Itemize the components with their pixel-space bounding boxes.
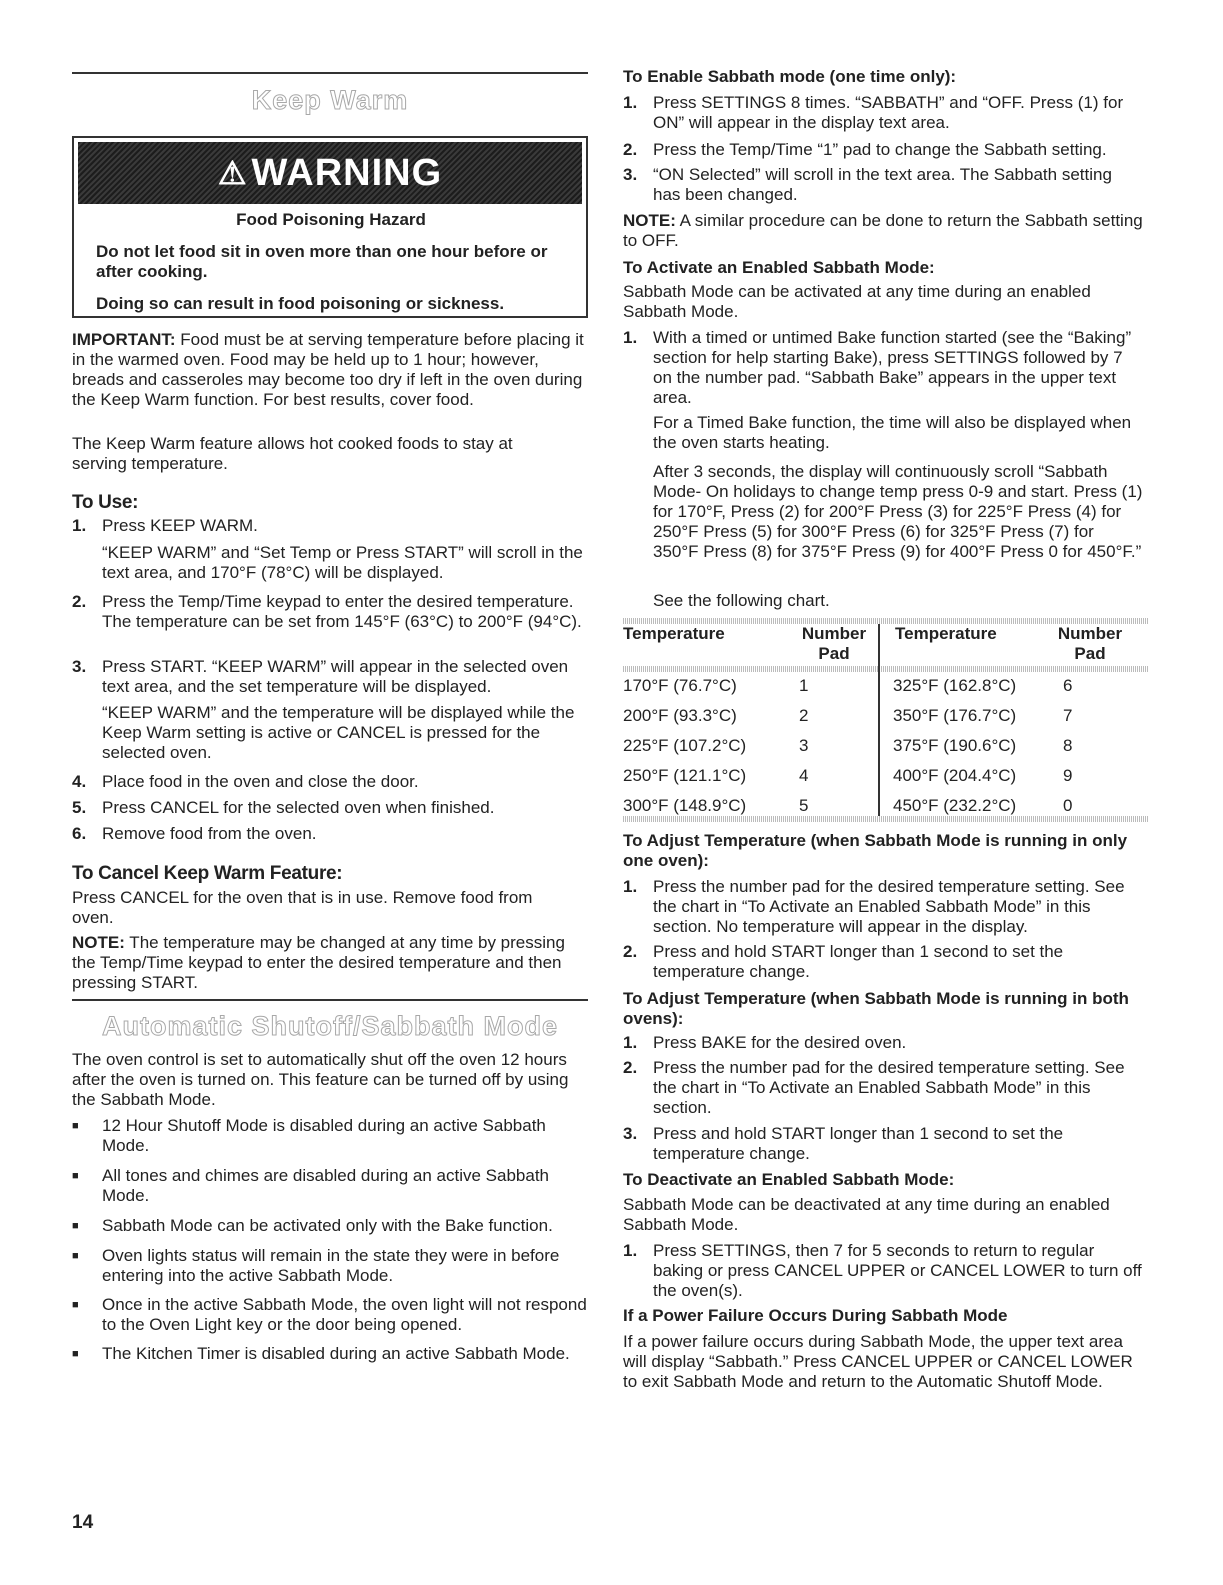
note-label: NOTE:: [72, 933, 125, 952]
step-number: 5.: [72, 798, 87, 817]
step-text: Press the number pad for the desired temperature setting. See the chart in “To Activate an Enabled Sabbath Mode” in this section.: [653, 1058, 1125, 1117]
table-cell: 6: [1063, 676, 1073, 695]
table-cell: 225°F (107.2°C): [623, 736, 747, 755]
bullet-icon: ■: [72, 1299, 79, 1311]
power-failure-heading: If a Power Failure Occurs During Sabbath Mode: [623, 1306, 1008, 1325]
section-rule: [72, 72, 588, 74]
step-text: “KEEP WARM” and “Set Temp or Press START” will scroll in the text area, and 170°F (78°C) will be displayed.: [102, 543, 583, 582]
bullet-text: Once in the active Sabbath Mode, the oven light will not respond to the Oven Light key or the door being opened.: [102, 1295, 587, 1334]
step-text: Remove food from the oven.: [102, 824, 317, 843]
table-cell: 300°F (148.9°C): [623, 796, 747, 815]
table-cell: 7: [1063, 706, 1073, 725]
adjust-one-heading: To Adjust Temperature (when Sabbath Mode is running in only one oven):: [623, 831, 1128, 870]
table-cell: 200°F (93.3°C): [623, 706, 737, 725]
note-paragraph: [623, 211, 1143, 251]
step-text: Press SETTINGS 8 times. “SABBATH” and “OFF. Press (1) for ON” will appear in the display text area.: [653, 93, 1124, 132]
important-paragraph: [72, 330, 588, 410]
warning-body: [74, 208, 586, 338]
step-text: Press the Temp/Time keypad to enter the desired temperature. The temperature can be set from 145°F (63°C) to 200°F (94°C).: [102, 592, 582, 631]
keep-warm-title: Keep Warm: [251, 85, 409, 115]
table-cell: 375°F (190.6°C): [893, 736, 1017, 755]
table-cell: 170°F (76.7°C): [623, 676, 737, 695]
deactivate-paragraph: Sabbath Mode can be deactivated at any time during an enabled Sabbath Mode.: [623, 1195, 1110, 1234]
warning-hazard: Food Poisoning Hazard: [236, 210, 426, 229]
step-text: Press START. “KEEP WARM” will appear in the selected oven text area, and the set temperature will be displayed.: [102, 657, 569, 696]
step-text: Place food in the oven and close the door.: [102, 772, 419, 791]
step-text: Press the Temp/Time “1” pad to change the Sabbath setting.: [653, 140, 1107, 159]
to-use-heading: To Use:: [72, 492, 139, 513]
table-header-number-pad: Number Pad: [801, 624, 867, 663]
warning-box: [72, 136, 588, 318]
timed-bake-paragraph: For a Timed Bake function, the time will also be displayed when the oven starts heating.: [653, 413, 1132, 452]
step-number: 1.: [623, 1033, 638, 1052]
warning-line-1: Do not let food sit in oven more than one hour before or after cooking.: [96, 242, 548, 281]
step-text: Press BAKE for the desired oven.: [653, 1033, 907, 1052]
step-text: “KEEP WARM” and the temperature will be displayed while the Keep Warm setting is active or CANCEL is pressed for the selected oven.: [102, 703, 575, 762]
table-cell: 3: [799, 736, 809, 755]
table-row: [623, 676, 1149, 706]
bullet-icon: ■: [72, 1120, 79, 1132]
step-number: 1.: [623, 1241, 638, 1260]
note-paragraph: [72, 933, 588, 993]
deactivate-heading: To Deactivate an Enabled Sabbath Mode:: [623, 1170, 955, 1189]
bullet-icon: ■: [72, 1170, 79, 1182]
table-cell: 9: [1063, 766, 1073, 785]
warning-banner-label: WARNING: [251, 152, 443, 194]
step-text: Press and hold START longer than 1 second to set the temperature change.: [653, 1124, 1064, 1163]
activate-paragraph: Sabbath Mode can be activated at any time during an enabled Sabbath Mode.: [623, 282, 1091, 321]
step-number: 2.: [623, 942, 638, 961]
cancel-heading: To Cancel Keep Warm Feature:: [72, 863, 343, 884]
bullet-icon: ■: [72, 1348, 79, 1360]
table-header-band: [623, 666, 1149, 672]
table-row: [623, 766, 1149, 796]
activate-heading: To Activate an Enabled Sabbath Mode:: [623, 258, 935, 277]
bullet-text: Oven lights status will remain in the state they were in before entering into the active Sabbath Mode.: [102, 1246, 560, 1285]
auto-shutoff-title: Automatic Shutoff/Sabbath Mode: [102, 1011, 558, 1041]
table-cell: 325°F (162.8°C): [893, 676, 1017, 695]
bullet-icon: ■: [72, 1220, 79, 1232]
step-text: Press SETTINGS, then 7 for 5 seconds to return to regular baking or press CANCEL UPPER or CANCEL LOWER to turn off the oven(s).: [653, 1241, 1142, 1300]
step-number: 6.: [72, 824, 87, 843]
bullet-text: All tones and chimes are disabled during an active Sabbath Mode.: [102, 1166, 550, 1205]
table-cell: 400°F (204.4°C): [893, 766, 1017, 785]
step-number: 4.: [72, 772, 87, 791]
scroll-paragraph: After 3 seconds, the display will continuously scroll “Sabbath Mode- On holidays to change temp press 0-9 and start. Press (1) for 170°F, Press (2) for 200°F Press (3) for 225°F Press (4) for 250°F Press (5) for 300°F Press (6) for 325°F Press (7) for 350°F Press (8) for 375°F Press (9) for 400°F Press 0 for 450°F.”: [653, 462, 1143, 561]
bullet-text: Sabbath Mode can be activated only with the Bake function.: [102, 1216, 553, 1235]
warning-triangle-icon: ⚠: [217, 155, 248, 191]
table-header-temperature: Temperature: [623, 624, 725, 643]
page-number: 14: [72, 1512, 94, 1533]
table-cell: 450°F (232.2°C): [893, 796, 1017, 815]
step-number: 2.: [623, 140, 638, 159]
important-label: IMPORTANT:: [72, 330, 176, 349]
adjust-both-heading: To Adjust Temperature (when Sabbath Mode is running in both ovens):: [623, 989, 1129, 1028]
table-cell: 250°F (121.1°C): [623, 766, 747, 785]
note-text: A similar procedure can be done to return the Sabbath setting to OFF.: [623, 211, 1143, 250]
note-label: NOTE:: [623, 211, 676, 230]
table-bottom-band: [623, 816, 1149, 822]
step-number: 1.: [623, 877, 638, 896]
auto-shutoff-paragraph: The oven control is set to automatically shut off the oven 12 hours after the oven is turned on. This feature can be turned off by using the Sabbath Mode.: [72, 1050, 569, 1109]
step-number: 3.: [623, 1124, 638, 1143]
table-cell: 5: [799, 796, 809, 815]
see-chart-text: See the following chart.: [653, 591, 830, 610]
step-number: 3.: [72, 657, 87, 676]
table-cell: 350°F (176.7°C): [893, 706, 1017, 725]
table-header-temperature: Temperature: [895, 624, 997, 643]
step-text: Press the number pad for the desired temperature setting. See the chart in “To Activate an Enabled Sabbath Mode” in this section. No temperature will appear in the display.: [653, 877, 1125, 936]
step-number: 2.: [623, 1058, 638, 1077]
enable-heading: To Enable Sabbath mode (one time only):: [623, 67, 957, 86]
step-text: With a timed or untimed Bake function started (see the “Baking” section for help starting Bake), press SETTINGS followed by 7 on the number pad. “Sabbath Bake” appears in the upper text area.: [653, 328, 1132, 407]
warning-line-2: Doing so can result in food poisoning or sickness.: [96, 294, 505, 313]
warning-banner: [78, 142, 582, 204]
bullet-text: 12 Hour Shutoff Mode is disabled during an active Sabbath Mode.: [102, 1116, 546, 1155]
step-text: Press KEEP WARM.: [102, 516, 258, 535]
step-number: 1.: [623, 93, 638, 112]
table-cell: 4: [799, 766, 809, 785]
table-cell: 0: [1063, 796, 1073, 815]
table-row: [623, 706, 1149, 736]
step-text: Press CANCEL for the selected oven when finished.: [102, 798, 495, 817]
table-row: [623, 736, 1149, 766]
table-cell: 2: [799, 706, 809, 725]
step-number: 3.: [623, 165, 638, 184]
table-header: [623, 624, 1149, 664]
step-number: 1.: [623, 328, 638, 347]
step-number: 2.: [72, 592, 87, 611]
cancel-paragraph: Press CANCEL for the oven that is in use. Remove food from oven.: [72, 888, 533, 927]
feature-paragraph: The Keep Warm feature allows hot cooked foods to stay at serving temperature.: [72, 434, 513, 473]
sabbath-temperature-table: [623, 676, 1149, 826]
step-text: “ON Selected” will scroll in the text area. The Sabbath setting has been changed.: [653, 165, 1112, 204]
bullet-text: The Kitchen Timer is disabled during an active Sabbath Mode.: [102, 1344, 570, 1363]
note-text: The temperature may be changed at any time by pressing the Temp/Time keypad to enter the desired temperature and then pressing START.: [72, 933, 565, 992]
table-header-number-pad: Number Pad: [1057, 624, 1123, 663]
section-rule: [72, 999, 588, 1001]
step-text: Press and hold START longer than 1 second to set the temperature change.: [653, 942, 1064, 981]
power-failure-paragraph: If a power failure occurs during Sabbath Mode, the upper text area will display “Sabbath.” Press CANCEL UPPER or CANCEL LOWER to exit Sabbath Mode and return to the Automatic Shutoff Mode.: [623, 1332, 1133, 1391]
table-cell: 8: [1063, 736, 1073, 755]
important-text: Food must be at serving temperature before placing it in the warmed oven. Food may be held up to 1 hour; however, breads and casseroles may become too dry if left in the oven during the Keep Warm function. For best results, cover food.: [72, 330, 584, 409]
table-cell: 1: [799, 676, 809, 695]
bullet-icon: ■: [72, 1250, 79, 1262]
step-number: 1.: [72, 516, 87, 535]
